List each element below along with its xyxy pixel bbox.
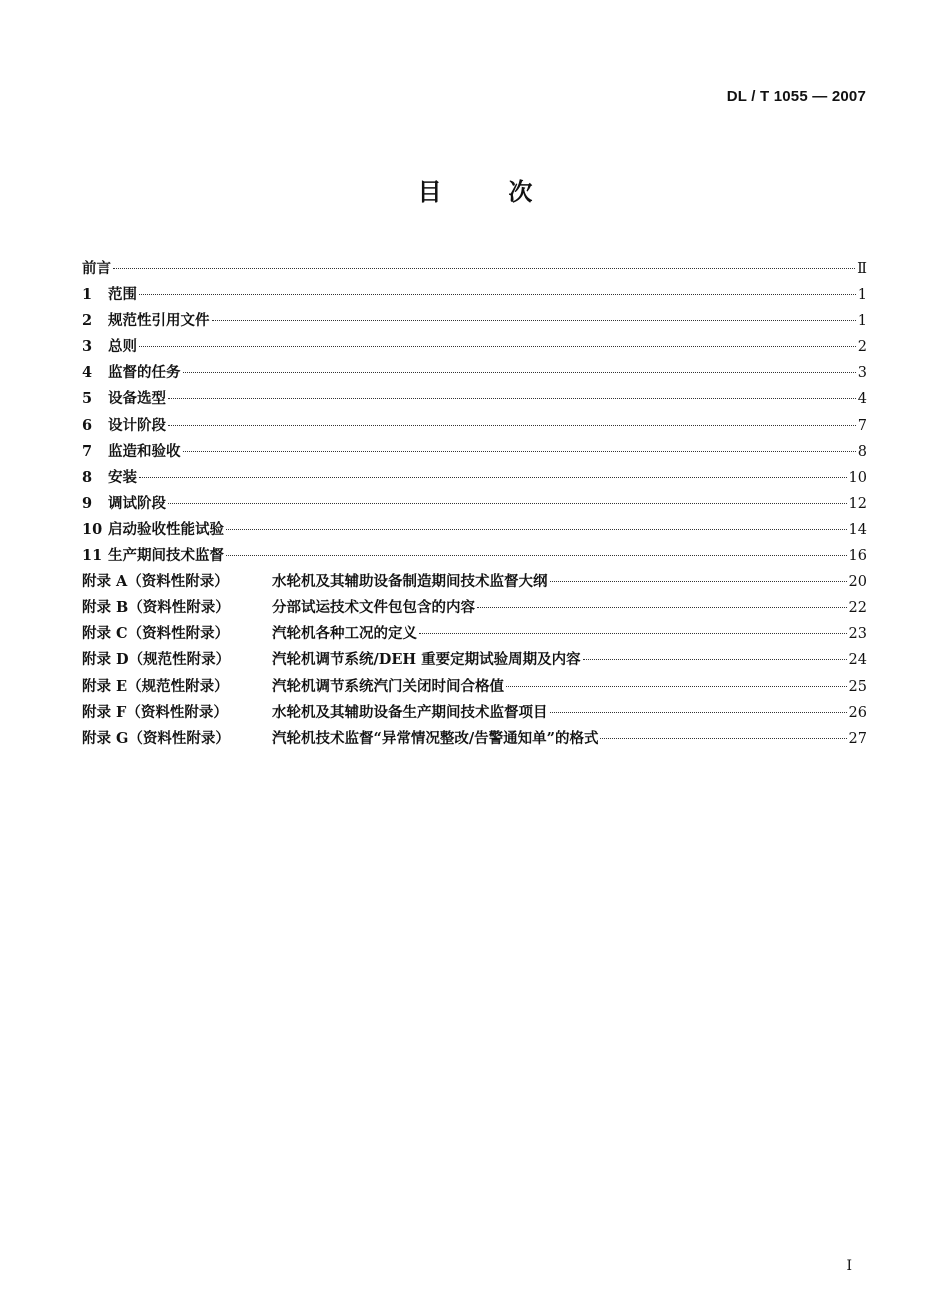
toc-entry-label: 规范性引用文件 <box>108 312 210 330</box>
page-number: I <box>846 1258 852 1274</box>
toc-appendix-entry[interactable] <box>82 595 867 621</box>
toc-entry-page: 14 <box>848 521 867 538</box>
dot-leader <box>139 294 856 295</box>
toc-entry-foreword[interactable] <box>82 256 867 282</box>
toc-entry[interactable] <box>82 543 867 569</box>
toc-entry-number: 6 <box>82 416 93 434</box>
toc-entry-number: 8 <box>82 468 93 486</box>
dot-leader <box>600 738 846 739</box>
toc-entry[interactable] <box>82 386 867 412</box>
toc-entry-number: 4 <box>82 364 93 382</box>
toc-entry-number: 3 <box>82 338 93 356</box>
toc-entry-label: 生产期间技术监督 <box>108 547 224 565</box>
toc-entry-page: 4 <box>857 391 867 408</box>
toc-entry-number: 10 <box>82 520 103 538</box>
appendix-prefix: 附录 A（资料性附录） <box>82 573 229 591</box>
toc-entry-page: Ⅱ <box>857 261 867 277</box>
dot-leader <box>583 659 847 660</box>
toc-entry[interactable] <box>82 308 867 334</box>
document-code: DL / T 1055 — 2007 <box>726 88 866 105</box>
toc-entry-label: 汽轮机技术监督“异常情况整改/告警通知单”的格式 <box>272 729 599 747</box>
dot-leader <box>212 320 856 321</box>
table-of-contents <box>82 256 867 752</box>
toc-entry-label: 分部试运技术文件包包含的内容 <box>272 599 475 617</box>
toc-appendix-entry[interactable] <box>82 647 867 673</box>
toc-entry-page: 27 <box>848 730 867 747</box>
dot-leader <box>113 268 855 269</box>
dot-leader <box>183 372 856 373</box>
toc-entry[interactable] <box>82 439 867 465</box>
toc-entry-page: 2 <box>857 339 867 356</box>
toc-entry-page: 25 <box>848 678 867 695</box>
toc-entry-number: 9 <box>82 494 93 512</box>
toc-entry[interactable] <box>82 413 867 439</box>
toc-entry-label: 调试阶段 <box>108 494 166 512</box>
toc-entry-page: 1 <box>857 313 867 330</box>
toc-entry-label: 汽轮机调节系统/DEH 重要定期试验周期及内容 <box>272 651 581 669</box>
appendix-prefix: 附录 E（规范性附录） <box>82 677 229 695</box>
toc-entry[interactable] <box>82 360 867 386</box>
dot-leader <box>550 581 847 582</box>
toc-entry-label: 总则 <box>108 338 137 356</box>
toc-entry[interactable] <box>82 491 867 517</box>
toc-entry-label: 监造和验收 <box>108 442 181 460</box>
toc-appendix-entry[interactable] <box>82 569 867 595</box>
toc-entry-label: 启动验收性能试验 <box>108 520 224 538</box>
dot-leader <box>139 477 847 478</box>
dot-leader <box>550 712 847 713</box>
toc-entry-page: 1 <box>857 287 867 304</box>
dot-leader <box>477 607 847 608</box>
toc-entry-number: 1 <box>82 286 93 304</box>
toc-entry-page: 16 <box>848 548 867 565</box>
toc-entry[interactable] <box>82 517 867 543</box>
toc-entry-page: 20 <box>848 574 867 591</box>
dot-leader <box>183 451 856 452</box>
toc-entry-label: 设计阶段 <box>108 416 166 434</box>
toc-entry-label: 监督的任务 <box>108 364 181 382</box>
dot-leader <box>168 398 856 399</box>
toc-entry-label: 范围 <box>108 286 137 304</box>
dot-leader <box>226 529 847 530</box>
toc-entry-page: 22 <box>848 600 867 617</box>
toc-entry-page: 7 <box>857 417 867 434</box>
toc-appendix-entry[interactable] <box>82 621 867 647</box>
appendix-prefix: 附录 B（资料性附录） <box>82 599 230 617</box>
toc-entry-number: 11 <box>82 547 103 565</box>
toc-entry-label: 汽轮机各种工况的定义 <box>272 625 417 643</box>
toc-appendix-entry[interactable] <box>82 700 867 726</box>
toc-entry[interactable] <box>82 282 867 308</box>
toc-entry[interactable] <box>82 465 867 491</box>
toc-entry-page: 10 <box>848 469 867 486</box>
toc-entry-page: 3 <box>857 365 867 382</box>
toc-entry-number: 2 <box>82 312 93 330</box>
toc-entry-label: 安装 <box>108 468 137 486</box>
appendix-prefix: 附录 F（资料性附录） <box>82 703 228 721</box>
toc-entry-page: 23 <box>848 626 867 643</box>
toc-appendix-entry[interactable] <box>82 726 867 752</box>
appendix-prefix: 附录 D（规范性附录） <box>82 651 231 669</box>
dot-leader <box>506 686 847 687</box>
toc-entry-number: 5 <box>82 390 93 408</box>
page-title: 目 次 <box>417 177 533 206</box>
dot-leader <box>419 633 847 634</box>
toc-entry-page: 24 <box>848 652 867 669</box>
appendix-prefix: 附录 C（资料性附录） <box>82 625 230 643</box>
appendix-prefix: 附录 G（资料性附录） <box>82 729 230 747</box>
toc-entry-number: 7 <box>82 442 93 460</box>
toc-appendix-entry[interactable] <box>82 674 867 700</box>
toc-entry-page: 26 <box>848 704 867 721</box>
toc-entry-label: 设备选型 <box>108 390 166 408</box>
dot-leader <box>139 346 856 347</box>
toc-entry-page: 12 <box>848 495 867 512</box>
dot-leader <box>226 555 847 556</box>
toc-entry[interactable] <box>82 334 867 360</box>
dot-leader <box>168 503 847 504</box>
toc-entry-label: 水轮机及其辅助设备制造期间技术监督大纲 <box>272 573 548 591</box>
toc-entry-label: 汽轮机调节系统汽门关闭时间合格值 <box>272 677 504 695</box>
toc-entry-page: 8 <box>857 443 867 460</box>
dot-leader <box>168 425 856 426</box>
toc-entry-label: 前言 <box>82 260 111 277</box>
toc-entry-label: 水轮机及其辅助设备生产期间技术监督项目 <box>272 703 548 721</box>
